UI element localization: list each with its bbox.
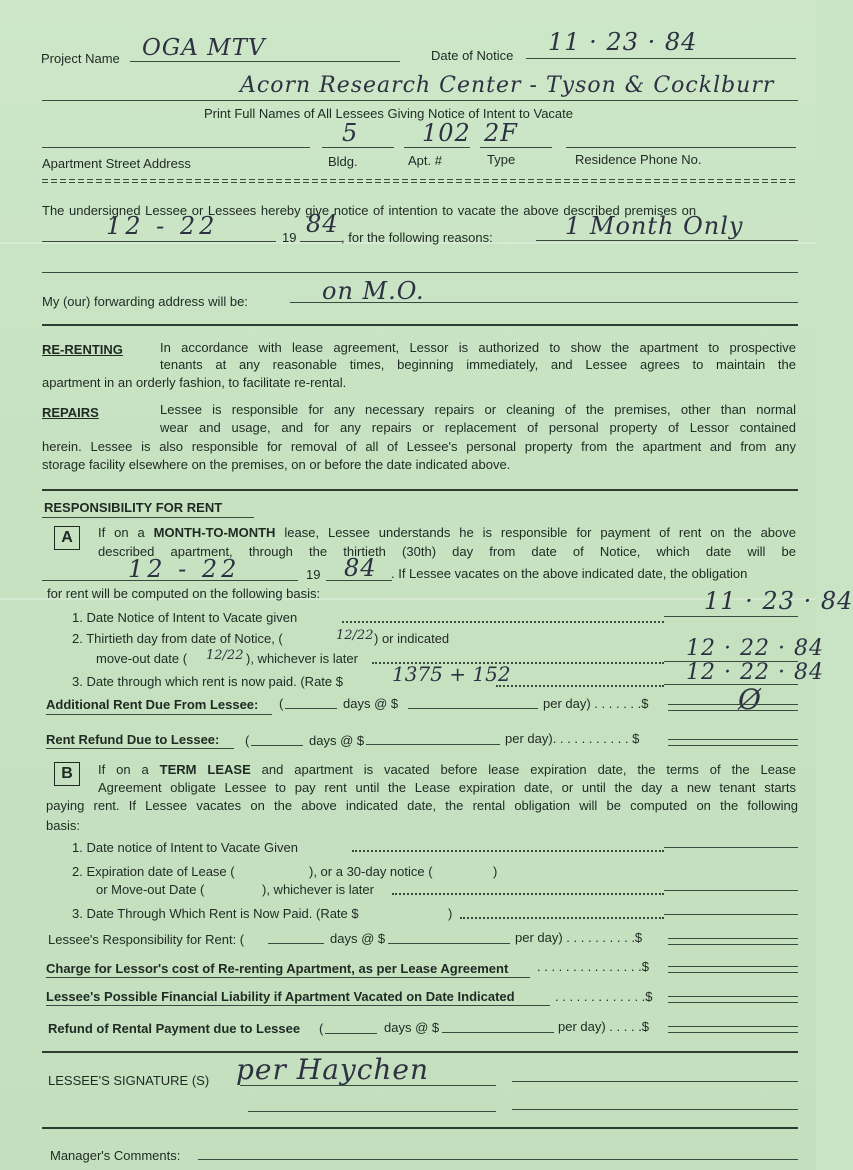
- section-b-item-1: 1. Date notice of Intent to Vacate Given: [72, 840, 298, 855]
- responsibility-heading-underline: [42, 517, 254, 518]
- section-a-box: A: [54, 526, 80, 550]
- additional-rent-amount-line: [668, 704, 798, 711]
- bldg-line: [322, 147, 394, 148]
- signature-line-1: [240, 1085, 496, 1086]
- refund-days-at: days @ $: [309, 733, 365, 748]
- section-a-item-2b-end: ), whichever is later: [246, 651, 358, 666]
- phone-line: [566, 147, 796, 148]
- liability-label: Lessee's Possible Financial Liability if Apartment Vacated on Date Indicated: [46, 989, 515, 1004]
- section-a-item-2-value[interactable]: 12 · 22 · 84: [686, 636, 824, 661]
- resp-days-line: [268, 943, 324, 944]
- bldg-label: Bldg.: [328, 154, 358, 169]
- type-line: [480, 147, 552, 148]
- section-a-item-1-value[interactable]: 11 · 23 · 84: [704, 587, 853, 615]
- section-b-item-2a-end: ): [493, 864, 498, 879]
- apt-label: Apt. #: [408, 153, 442, 168]
- section-divider: [42, 489, 798, 491]
- re-renting-text-a: In accordance with lease agreement, Lessor is authorized to show the apartment to prospective: [160, 340, 796, 355]
- section-a-item-2-small-a[interactable]: 12/22: [336, 628, 374, 643]
- lessees-value[interactable]: Acorn Research Center - Tyson & Cocklburr: [240, 73, 775, 98]
- additional-per-day: per day) . . . . . . .$: [543, 696, 649, 711]
- resp-days-at: days @ $: [330, 931, 386, 946]
- date-of-notice-label: Date of Notice: [431, 48, 514, 63]
- project-name-label: Project Name: [41, 51, 120, 66]
- section-b-text-b: Agreement obligate Lessee to pay rent until the Lease expiration date, or until the day a new tenant starts: [98, 780, 796, 795]
- section-a-date-line: [42, 580, 298, 581]
- leader-dots: [352, 850, 664, 852]
- section-b-item-2b: or Move-out Date (: [96, 882, 205, 897]
- repairs-text-d: storage facility elsewhere on the premises, on or before the date indicated above.: [42, 457, 511, 472]
- section-b-item-2-line: [664, 890, 798, 891]
- repairs-text-c: herein. Lessee is also responsible for removal of all of Lessee's personal property from the apartment and from any: [42, 439, 796, 454]
- refund-payment-paren: (: [319, 1021, 324, 1036]
- liability-dots: . . . . . . . . . . . . .$: [555, 989, 653, 1004]
- charge-underline: [46, 977, 530, 978]
- section-b-item-2a: 2. Expiration date of Lease (: [72, 864, 235, 879]
- manager-comments-line[interactable]: [198, 1159, 798, 1160]
- rent-refund-label: Rent Refund Due to Lessee:: [46, 732, 220, 747]
- type-label: Type: [487, 152, 516, 167]
- section-a-item-3-rate[interactable]: 1375 + 152: [392, 662, 511, 686]
- leader-dots: [496, 685, 664, 687]
- refund-payment-days-at: days @ $: [384, 1020, 440, 1035]
- lessees-line: [42, 100, 798, 101]
- additional-rent-value[interactable]: Ø: [738, 683, 762, 716]
- additional-rent-paren: (: [279, 696, 284, 711]
- refund-rate-line: [366, 744, 500, 745]
- reasons-label: , for the following reasons:: [341, 230, 493, 245]
- rent-refund-underline: [46, 748, 234, 749]
- refund-payment-days-line: [325, 1033, 377, 1034]
- section-a-text-c: . If Lessee vacates on the above indicated date, the obligation: [391, 566, 748, 581]
- bldg-value[interactable]: 5: [342, 119, 359, 147]
- section-divider: [42, 1127, 798, 1129]
- section-a-item-2-small-b[interactable]: 12/22: [206, 648, 244, 663]
- reasons-value[interactable]: 1 Month Only: [565, 212, 744, 240]
- re-renting-heading: RE-RENTING: [42, 342, 123, 357]
- section-a-item-2a-end: ) or indicated: [374, 631, 450, 646]
- liability-amount-line: [668, 996, 798, 1003]
- resp-rate-line: [388, 943, 510, 944]
- notice-text: The undersigned Lessee or Lessees hereby give notice of intention to vacate the above described premises on: [42, 203, 697, 218]
- responsibility-heading: RESPONSIBILITY FOR RENT: [44, 500, 223, 515]
- repairs-text-a: Lessee is responsible for any necessary repairs or cleaning of the premises, other than normal: [160, 402, 796, 417]
- forwarding-value[interactable]: on M.O.: [322, 277, 425, 305]
- year-line: [300, 241, 342, 242]
- section-a-item-1-line: [664, 616, 798, 617]
- section-b-item-2b-end: ), whichever is later: [262, 882, 374, 897]
- section-b-text-d: basis:: [46, 818, 80, 833]
- section-b-text-a: If on a TERM LEASE and apartment is vacated before lease expiration date, the terms of the Lease: [98, 762, 796, 777]
- lessees-label: Print Full Names of All Lessees Giving Notice of Intent to Vacate: [204, 106, 573, 121]
- section-b-item-3-line: [664, 914, 798, 915]
- forwarding-line: [290, 302, 798, 303]
- section-a-item-1: 1. Date Notice of Intent to Vacate given: [72, 610, 298, 625]
- repairs-text-b: wear and usage, and for any repairs or replacement of personal property of Lessor contained: [160, 420, 796, 435]
- resp-amount-line: [668, 938, 798, 945]
- section-a-text-b: described apartment, through the thirtieth (30th) day from date of Notice, which date will be: [98, 544, 796, 559]
- section-b-item-1-line: [664, 847, 798, 848]
- additional-rate-line: [408, 708, 538, 709]
- phone-label: Residence Phone No.: [575, 152, 702, 167]
- vacate-date-value[interactable]: 12 - 22: [106, 212, 219, 240]
- apt-value[interactable]: 102: [422, 119, 471, 147]
- date-of-notice-line: [526, 58, 796, 59]
- double-dashed-divider: [42, 179, 798, 183]
- section-a-year-line: [326, 580, 392, 581]
- type-value[interactable]: 2F: [484, 119, 518, 147]
- section-b-text-c: paying rent. If Lessee vacates on the above indicated date, the rental obligation will be computed on the following: [46, 798, 798, 813]
- refund-per-day: per day). . . . . . . . . . . $: [505, 731, 640, 746]
- lessee-responsibility-label: Lessee's Responsibility for Rent: (: [48, 932, 245, 947]
- apt-line: [404, 147, 470, 148]
- address-label: Apartment Street Address: [42, 156, 191, 171]
- section-a-item-3: 3. Date through which rent is now paid. (Rate $: [72, 674, 343, 689]
- section-a-item-3-value[interactable]: 12 · 22 · 84: [686, 660, 824, 685]
- reasons-line-2: [42, 272, 798, 273]
- charge-label: Charge for Lessor's cost of Re-renting Apartment, as per Lease Agreement: [46, 961, 509, 976]
- section-b-item-3: 3. Date Through Which Rent is Now Paid. (Rate $: [72, 906, 359, 921]
- address-line: [42, 147, 310, 148]
- project-name-line: [130, 61, 400, 62]
- refund-days-line: [251, 745, 303, 746]
- signature-line-2: [512, 1081, 798, 1082]
- re-renting-text-b: tenants at any reasonable times, beginning immediately, and Lessee agrees to maintain the: [160, 357, 796, 372]
- year-prefix: 19: [282, 230, 297, 245]
- signature-label: LESSEE'S SIGNATURE (S): [48, 1073, 210, 1088]
- rent-refund-paren: (: [245, 733, 250, 748]
- project-name-value[interactable]: OGA MTV: [142, 35, 266, 61]
- section-a-text-a: If on a MONTH-TO-MONTH lease, Lessee understands he is responsible for payment of rent on the above: [98, 525, 796, 540]
- section-a-text-d: for rent will be computed on the following basis:: [47, 586, 321, 601]
- manager-comments-label: Manager's Comments:: [50, 1148, 181, 1163]
- refund-payment-amount-line: [668, 1026, 798, 1033]
- section-b-box: B: [54, 762, 80, 786]
- section-a-item-3-line: [664, 684, 798, 685]
- additional-days-line: [285, 708, 337, 709]
- refund-payment-per-day: per day) . . . . .$: [558, 1019, 650, 1034]
- charge-dots: . . . . . . . . . . . . . . .$: [537, 959, 649, 974]
- section-b-item-2a-mid: ), or a 30-day notice (: [309, 864, 433, 879]
- leader-dots: [460, 917, 664, 919]
- forwarding-label: My (our) forwarding address will be:: [42, 294, 248, 309]
- refund-payment-rate-line: [442, 1032, 554, 1033]
- section-a-year-value[interactable]: 84: [344, 554, 377, 582]
- leader-dots: [342, 621, 664, 623]
- reasons-line: [536, 240, 798, 241]
- section-a-date-value[interactable]: 12 - 22: [128, 555, 241, 583]
- additional-rent-label: Additional Rent Due From Lessee:: [46, 697, 259, 712]
- additional-days-at: days @ $: [343, 696, 399, 711]
- additional-rent-underline: [46, 714, 272, 715]
- charge-amount-line: [668, 966, 798, 973]
- refund-amount-line: [668, 739, 798, 746]
- section-a-item-2b: move-out date (: [96, 651, 188, 666]
- section-b-item-3-end: ): [448, 906, 453, 921]
- section-divider: [42, 324, 798, 326]
- re-renting-text-c: apartment in an orderly fashion, to facilitate re-rental.: [42, 375, 347, 390]
- refund-payment-label: Refund of Rental Payment due to Lessee: [48, 1021, 301, 1036]
- section-a-year-prefix: 19: [306, 567, 321, 582]
- leader-dots: [392, 893, 664, 895]
- signature-value[interactable]: per Haychen: [236, 1053, 430, 1086]
- repairs-heading: REPAIRS: [42, 405, 99, 420]
- signature-line-4: [512, 1109, 798, 1110]
- section-a-item-2a: 2. Thirtieth day from date of Notice, (: [72, 631, 283, 646]
- vacate-date-line: [42, 241, 276, 242]
- liability-underline: [46, 1005, 550, 1006]
- resp-per-day: per day) . . . . . . . . . .$: [515, 930, 643, 945]
- year-value[interactable]: 84: [306, 210, 339, 238]
- date-of-notice-value[interactable]: 11 · 23 · 84: [548, 28, 698, 56]
- signature-line-3: [248, 1111, 496, 1112]
